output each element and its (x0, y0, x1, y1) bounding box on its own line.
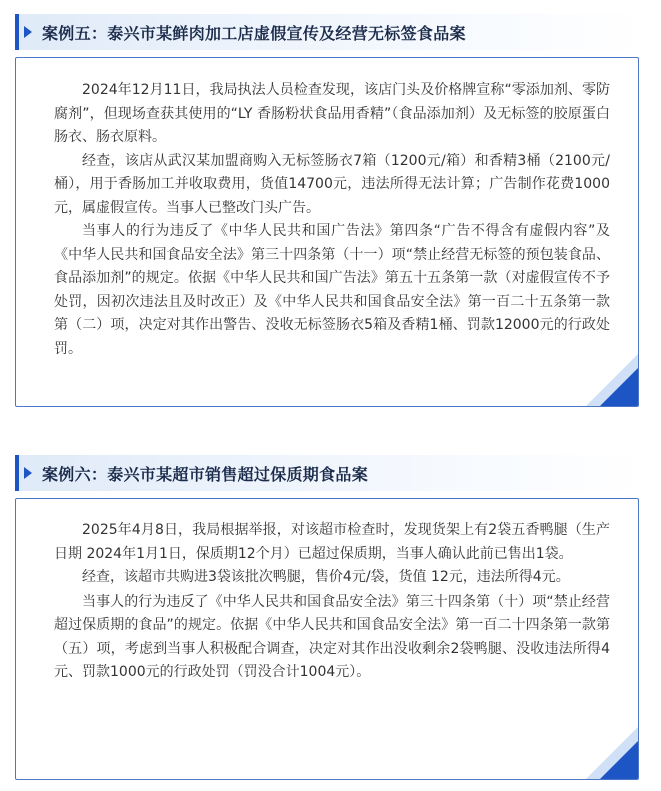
case5-corner-decoration-dark (600, 368, 638, 406)
case5-paragraph-1: 2024年12月11日，我局执法人员检查发现，该店门头及价格牌宣称“零添加剂、零防腐剂”，但现场查获其使用的“LY 香肠粉状食品用香精”（食品添加剂）及无标签的胶原蛋白肠衣、肠衣原料。 (54, 82, 610, 145)
case5-paragraph-3: 当事人的行为违反了《中华人民共和国广告法》第四条“广告不得含有虚假内容”及《中华人民共和国食品安全法》第三十四条第（十一）项“禁止经营无标签的预包装食品、食品添加剂”的规定。依据《中华人民共和国广告法》第五十五条第一款（对虚假宣传不予处罚，因初次违法且及时改正）及《中华人民共和国食品安全法》第一百二十五条第一款第（二）项，决定对其作出警告、没收无标签肠衣5箱及香精1桶、罚款12000元的行政处罚。 (54, 223, 610, 357)
case5-title: 案例五：泰兴市某鲜肉加工店虚假宣传及经营无标签食品案 (42, 23, 466, 43)
arrow-right-icon (24, 26, 32, 38)
arrow-right-icon (24, 467, 32, 479)
case5-paragraph-2: 经查，该店从武汉某加盟商购入无标签肠衣7箱（1200元/箱）和香精3桶（2100元/桶），用于香肠加工并收取费用，货值14700元，违法所得无法计算；广告制作花费1000元，属虚假宣传。当事人已整改门头广告。 (54, 152, 610, 216)
case5-header (15, 14, 645, 50)
case6-content-box (15, 498, 639, 780)
case6-header (15, 455, 645, 491)
case6-paragraph-3: 当事人的行为违反了《中华人民共和国食品安全法》第三十四条第（十）项“禁止经营超过保质期的食品”的规定。依据《中华人民共和国食品安全法》第一百二十四条第一款第（五）项，考虑到当事人积极配合调查，决定对其作出没收剩余2袋鸭腿、没收违法所得4元、罚款1000元的行政处罚（罚没合计1004元）。 (54, 593, 610, 680)
case5-body (16, 58, 638, 361)
case6-corner-decoration-dark (600, 741, 638, 779)
case6-paragraph-1: 2025年4月8日，我局根据举报，对该超市检查时，发现货架上有2袋五香鸭腿（生产日期 2024年1月1日，保质期12个月）已超过保质期，当事人确认此前已售出1袋。 (54, 522, 610, 562)
case6-header-accent-bar (15, 455, 19, 491)
case6-title: 案例六：泰兴市某超市销售超过保质期食品案 (42, 464, 369, 484)
case5-content-box (15, 57, 639, 407)
case6-paragraph-2: 经查，该超市共购进3袋该批次鸭腿，售价4元/袋，货值 12元，违法所得4元。 (82, 569, 570, 585)
case5-header-accent-bar (15, 14, 19, 50)
case6-body (16, 499, 638, 685)
